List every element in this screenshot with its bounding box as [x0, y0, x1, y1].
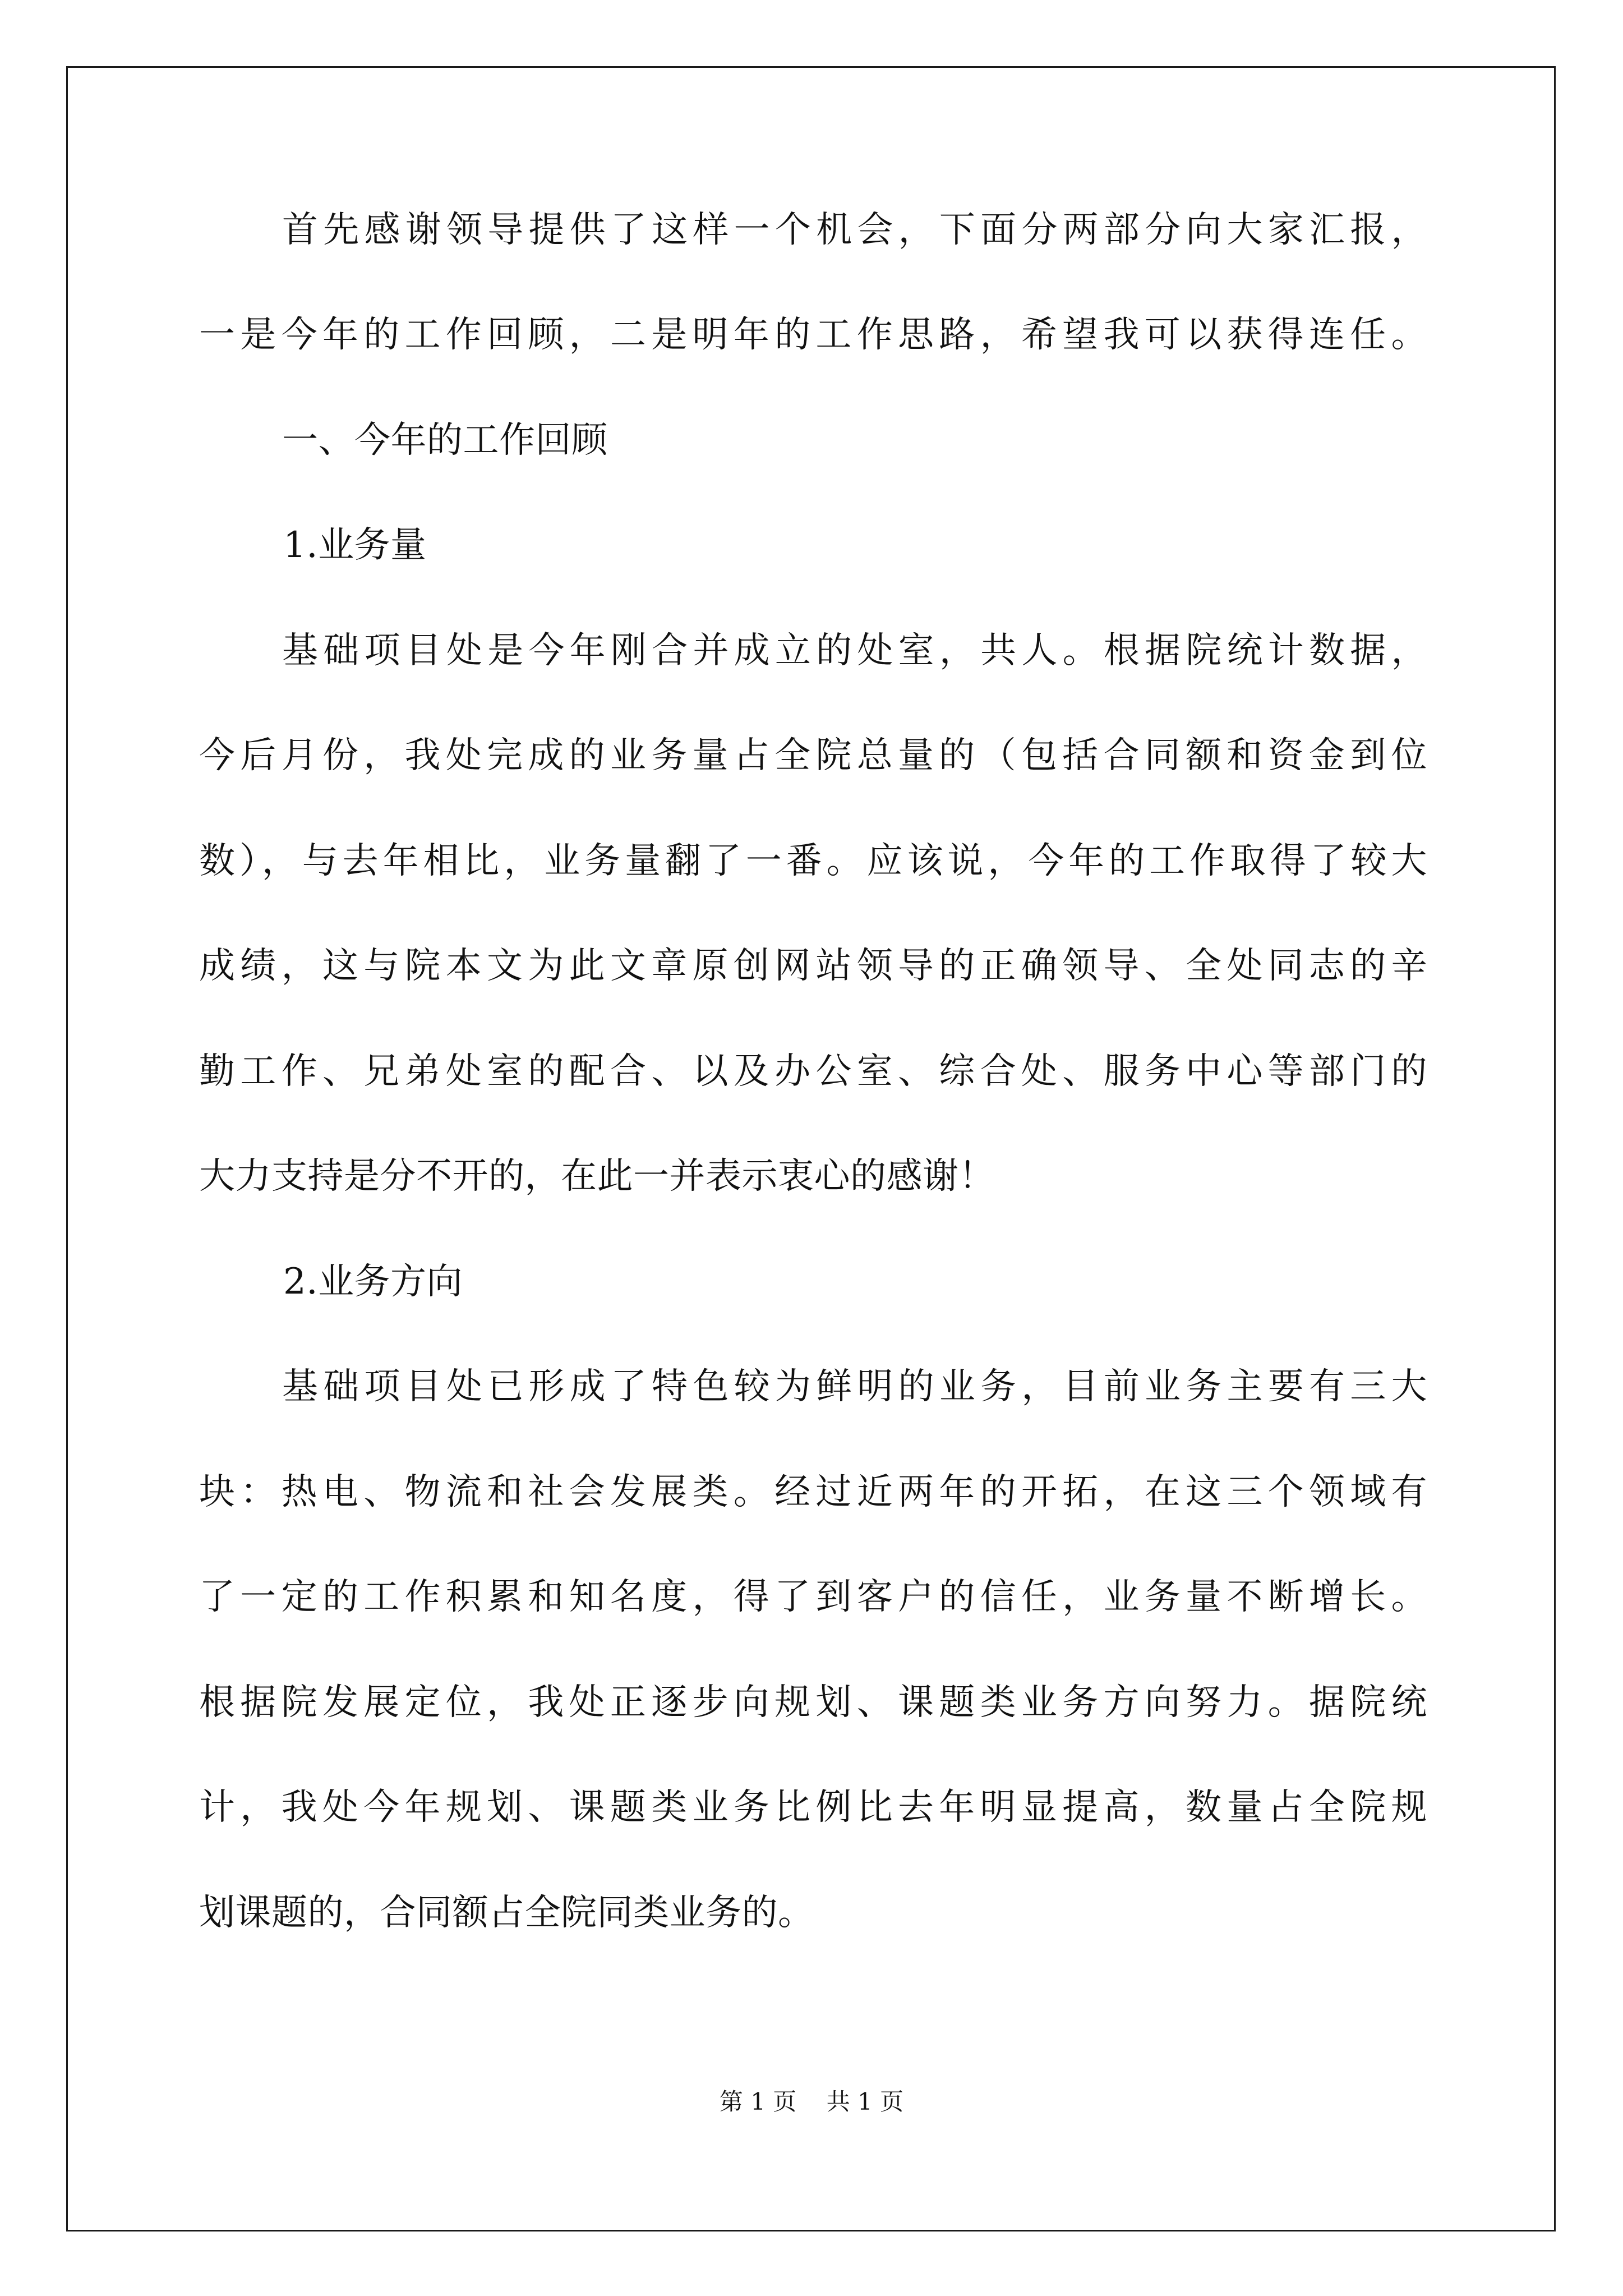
paragraph-3-line-1: 基础项目处已形成了特色较为鲜明的业务，目前业务主要有三大 — [282, 1366, 1427, 1407]
paragraph-3-line-2: 块：热电、物流和社会发展类。经过近两年的开拓，在这三个领域有 — [199, 1471, 1427, 1513]
paragraph-2-line-2: 今后月份，我处完成的业务量占全院总量的（包括合同额和资金到位 — [199, 735, 1427, 776]
subheading-business-direction: 2.业务方向 — [283, 1261, 463, 1303]
paragraph-3-line-4: 根据院发展定位，我处正逐步向规划、课题类业务方向努力。据院统 — [199, 1682, 1427, 1723]
paragraph-1-line-1: 首先感谢领导提供了这样一个机会，下面分两部分向大家汇报， — [282, 209, 1427, 251]
paragraph-2-line-4: 成绩，这与院本文为此文章原创网站领导的正确领导、全处同志的辛 — [199, 945, 1427, 987]
paragraph-3-line-6: 划课题的，合同额占全院同类业务的。 — [199, 1892, 814, 1934]
paragraph-1-line-2: 一是今年的工作回顾，二是明年的工作思路，希望我可以获得连任。 — [199, 314, 1427, 356]
paragraph-2-line-3: 数），与去年相比，业务量翻了一番。应该说，今年的工作取得了较大 — [199, 840, 1427, 882]
subheading-business-volume: 1.业务量 — [283, 524, 427, 566]
page-number-footer: 第 1 页 共 1 页 — [719, 2088, 904, 2115]
paragraph-2-line-6: 大力支持是分不开的，在此一并表示衷心的感谢！ — [199, 1156, 995, 1197]
paragraph-3-line-5: 计，我处今年规划、课题类业务比例比去年明显提高，数量占全院规 — [199, 1787, 1427, 1828]
paragraph-3-line-3: 了一定的工作积累和知名度，得了到客户的信任，业务量不断增长。 — [199, 1576, 1427, 1618]
paragraph-2-line-5: 勤工作、兄弟处室的配合、以及办公室、综合处、服务中心等部门的 — [199, 1051, 1427, 1092]
section-heading-1: 一、今年的工作回顾 — [282, 420, 608, 461]
paragraph-2-line-1: 基础项目处是今年刚合并成立的处室，共人。根据院统计数据， — [282, 630, 1427, 671]
